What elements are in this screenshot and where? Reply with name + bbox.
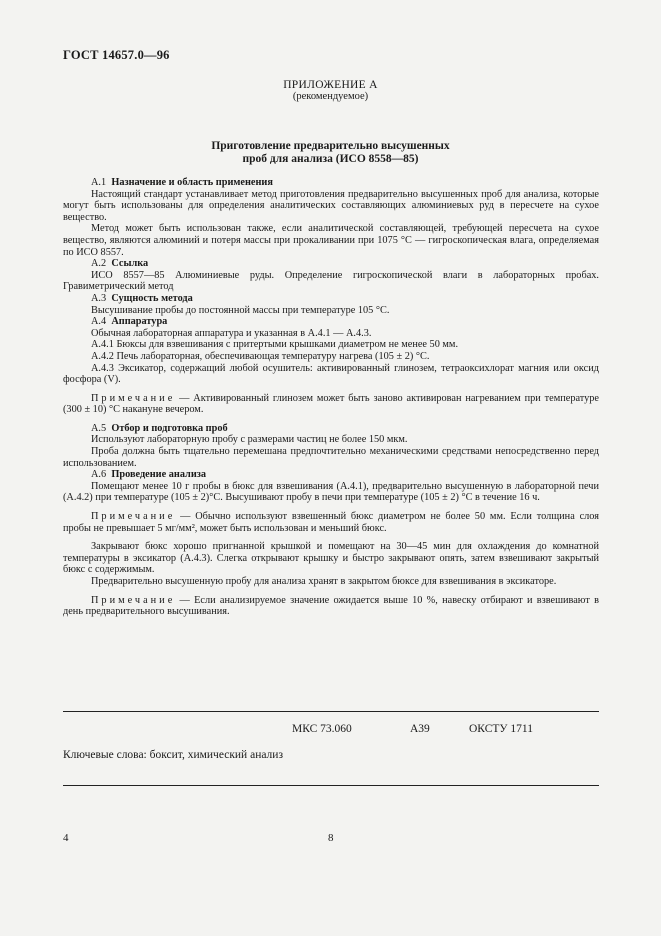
section-heading (63, 423, 599, 435)
section-title: Сущность метода (111, 292, 193, 304)
note-label: Примечание (91, 511, 176, 523)
mks-code: МКС 73.060 (292, 723, 352, 735)
paragraph: Высушивание пробы до постоянной массы при температуре 105 °C. (91, 304, 390, 316)
paragraph: Настоящий стандарт устанавливает метод приготовления предварительно высушенных проб для анализа, которые могут быть использованы для определения аналитических составляющих алюминиевых руд в пересчете на сухое вещество. (63, 188, 599, 223)
category-code: А39 (410, 723, 430, 735)
section-title: Назначение и область применения (111, 177, 273, 188)
note-label: Примечание (91, 594, 176, 606)
note-text: — Если анализируемое значение ожидается выше 10 %, навеску отбирают и взвешивают в день предварительного высушивания. (63, 594, 599, 618)
note (63, 595, 599, 618)
section-number: А.2 (91, 258, 107, 270)
section-number: А.5 (91, 422, 107, 434)
section-number: А.6 (91, 469, 107, 481)
section-number: А.3 (91, 292, 107, 304)
paragraph: Закрывают бюкс хорошо пригнанной крышкой и помещают на 30—45 мин для охлаждения до комнатной температуры в эксикатор (А.4.3). Слегка открывают крышку и быстро закрывают опять, затем взвешивают закрытый бюкс с содержимым. (63, 541, 599, 576)
note-text: — Активированный глинозем может быть заново активирован нагреванием при температуре (300 ± 10) °C накануне вечером. (63, 392, 599, 416)
keywords: Ключевые слова: боксит, химический анализ (63, 749, 283, 761)
section-heading (63, 177, 599, 189)
note (63, 393, 599, 416)
page-number-center: 8 (328, 832, 334, 844)
okstu-code: ОКСТУ 1711 (469, 723, 533, 735)
note-label: Примечание (91, 392, 176, 404)
paragraph: Обычная лабораторная аппаратура и указанная в А.4.1 — А.4.3. (91, 327, 372, 339)
standard-designation: ГОСТ 14657.0—96 (63, 48, 170, 62)
footer-top-rule (63, 711, 599, 712)
paragraph: А.4.3 Эксикатор, содержащий любой осушитель: активированный глинозем, тетраоксихлорат магния или оксид фосфора (V). (63, 362, 599, 386)
section-heading (63, 316, 599, 328)
section-heading (63, 258, 599, 270)
section-title: Проведение анализа (111, 469, 207, 481)
section-heading (63, 469, 599, 481)
page-number-left: 4 (63, 832, 69, 844)
section-number: А.4 (91, 316, 107, 328)
title-line-1: Приготовление предварительно высушенных (211, 140, 450, 152)
appendix-label: ПРИЛОЖЕНИЕ А (283, 79, 378, 91)
note-text: — Обычно используют взвешенный бюкс диаметром не более 50 мм. Если толщина слоя пробы не превышает 5 мг/мм², может быть использован и меньший бюкс. (63, 511, 599, 534)
footer-bottom-rule (63, 785, 599, 786)
paragraph: А.4.1 Бюксы для взвешивания с притертыми крышками диаметром не менее 50 мм. (91, 339, 459, 351)
paragraph: Используют лабораторную пробу с размерами частиц не более 150 мкм. (91, 434, 408, 446)
paragraph: Метод может быть использован также, если аналитической составляющей, требующей пересчета на сухое вещество, являются алюминий и потеря массы при прокаливании при 1075 °C — гигроскопическая влага, определяемая по ИСО 8557. (63, 223, 599, 258)
paragraph: Помещают менее 10 г пробы в бюкс для взвешивания (А.4.1), предварительно высушенную в лабораторной печи (А.4.2) при температуре (105 ± 2)°C. Высушивают пробу в печи при температуре (105 ± 2) °C в течение 16 ч. (63, 480, 599, 504)
title-line-2: проб для анализа (ИСО 8558—85) (242, 153, 419, 165)
paragraph: Предварительно высушенную пробу для анализа хранят в закрытом бюксе для взвешивания в эксикаторе. (91, 576, 557, 587)
paragraph: А.4.2 Печь лабораторная, обеспечивающая температуру нагрева (105 ± 2) °C. (91, 350, 430, 362)
appendix-status: (рекомендуемое) (292, 91, 369, 102)
paragraph: Проба должна быть тщательно перемешана предпочтительно механическими средствами непосредственно перед использованием. (63, 446, 599, 469)
document-title (0, 140, 661, 166)
section-heading (63, 293, 599, 305)
document-body (63, 177, 599, 618)
section-title: Аппаратура (111, 316, 168, 328)
section-title: Отбор и подготовка проб (111, 422, 228, 434)
section-number: А.1 (91, 177, 107, 188)
section-title: Ссылка (111, 258, 149, 270)
note (63, 511, 599, 534)
paragraph: ИСО 8557—85 Алюминиевые руды. Определение гигроскопической влаги в лабораторных пробах. Гравиметрический метод (63, 269, 599, 293)
